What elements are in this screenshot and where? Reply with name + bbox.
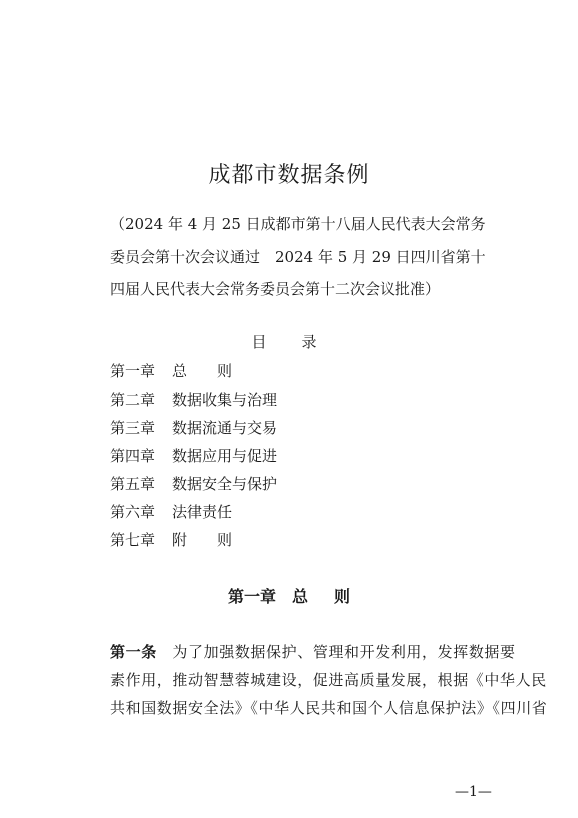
toc-item-number: 第三章 xyxy=(110,419,156,437)
toc-item-number: 第七章 xyxy=(110,531,156,549)
toc-item-title: 附 则 xyxy=(172,531,233,549)
chapter-heading xyxy=(0,584,578,607)
toc-item xyxy=(110,417,277,438)
article-first-line xyxy=(110,641,516,662)
toc-item-title: 数据流通与交易 xyxy=(172,419,278,437)
toc-item xyxy=(110,445,277,466)
toc-item xyxy=(110,360,232,381)
article-text: 为了加强数据保护、管理和开发利用，发挥数据要 xyxy=(156,643,516,661)
toc-item-title: 数据应用与促进 xyxy=(172,447,278,465)
page-number: —1— xyxy=(455,784,492,800)
toc-item-number: 第二章 xyxy=(110,391,156,409)
toc-item-number: 第四章 xyxy=(110,447,156,465)
toc-item-title: 数据安全与保护 xyxy=(172,475,278,493)
toc-item-title: 数据收集与治理 xyxy=(172,391,278,409)
adoption-note-line-1: （2024 年 4 月 25 日成都市第十八届人民代表大会常务 xyxy=(110,215,486,233)
toc-item-number: 第五章 xyxy=(110,475,156,493)
article-line: 共和国数据安全法》《中华人民共和国个人信息保护法》《四川省 xyxy=(110,699,548,717)
article-label: 第一条 xyxy=(110,643,157,661)
adoption-note-line-2: 委员会第十次会议通过 2024 年 5 月 29 日四川省第十 xyxy=(110,248,486,266)
document-title: 成都市数据条例 xyxy=(208,163,370,188)
chapter-title-part-2: 则 xyxy=(334,587,351,606)
toc-item-title: 法律责任 xyxy=(172,503,233,521)
toc-item-number: 第六章 xyxy=(110,503,156,521)
toc-item xyxy=(110,501,232,522)
toc-heading: 目 录 xyxy=(251,333,327,351)
toc-item-number: 第一章 xyxy=(110,362,156,380)
chapter-number: 第一章 xyxy=(227,587,276,606)
article-line: 素作用，推动智慧蓉城建设，促进高质量发展，根据《中华人民 xyxy=(110,671,547,689)
chapter-title-part-1: 总 xyxy=(291,587,308,606)
toc-item xyxy=(110,529,232,550)
toc-item xyxy=(110,473,277,494)
toc-item-title: 总 则 xyxy=(172,362,233,380)
toc-item xyxy=(110,389,277,410)
adoption-note-line-3: 四届人民代表大会常务委员会第十二次会议批准） xyxy=(110,280,441,298)
